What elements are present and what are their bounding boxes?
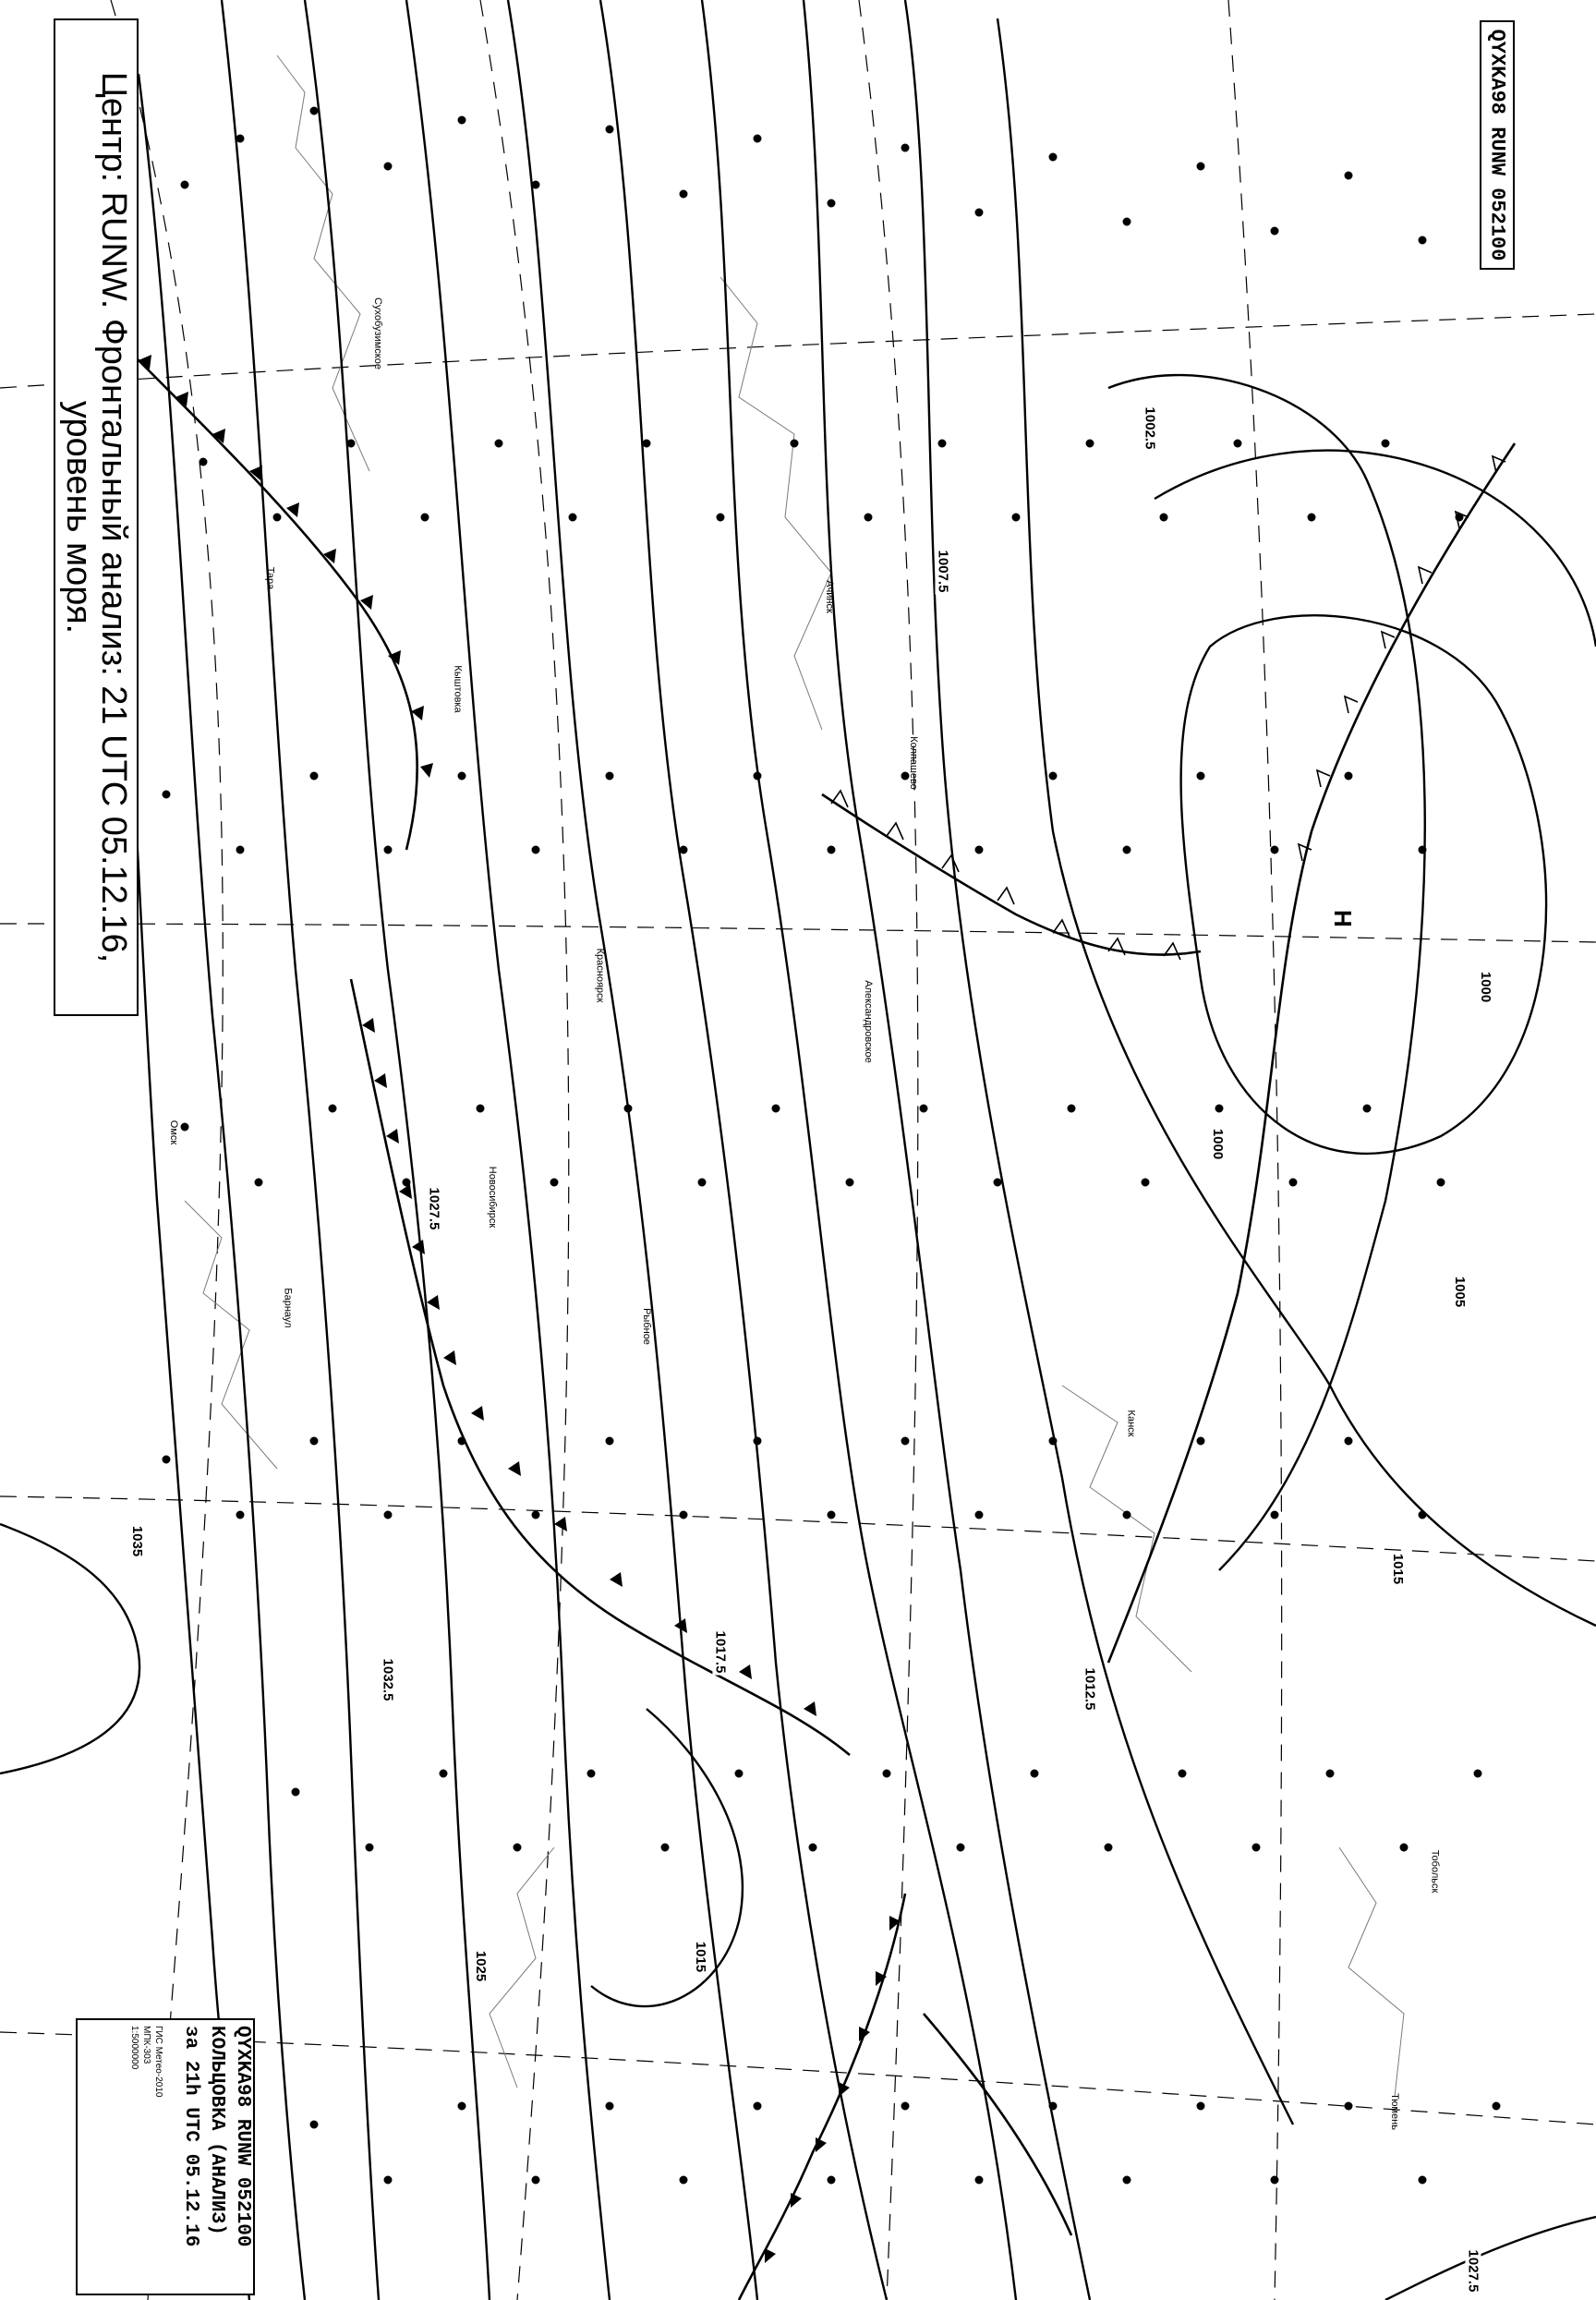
isobar-label: 1017.5 (712, 1630, 729, 1674)
header-code: QYXKA98 RUNW 052100 (1485, 29, 1509, 261)
low-center-marker: Н (1329, 910, 1357, 927)
info-box-content (76, 2018, 255, 2295)
info-scale: 1:5000000 (129, 2026, 139, 2070)
isobar-label: 1000 (1210, 1128, 1227, 1160)
station-name: Тобольск (1429, 1849, 1441, 1894)
info-software: ГИС Метео-2010 (153, 2026, 163, 2098)
isobar-label: 1015 (1390, 1553, 1407, 1585)
isobar-label: 1012.5 (1082, 1667, 1098, 1711)
station-name: Омск (168, 1120, 180, 1145)
isobar-label: 1002.5 (1142, 406, 1158, 450)
info-time: за 21h UTC 05.12.16 (180, 2026, 201, 2247)
station-name: Красноярск (594, 948, 606, 1003)
pressure-center-low (1329, 910, 1357, 927)
station-name: Ачинск (823, 580, 835, 613)
isobar-label: 1032.5 (380, 1658, 396, 1701)
station-name: Тара (264, 566, 276, 590)
header-code-box (1480, 20, 1515, 270)
isobar-label: 1027.5 (1465, 2249, 1481, 2293)
info-code: QYXKA98 RUNW 052100 (232, 2026, 253, 2247)
isobar-label: 1027.5 (426, 1187, 442, 1230)
station-name: Барнаул (282, 1288, 294, 1328)
station-name: Канск (1125, 1410, 1137, 1437)
station-name: Колпашево (907, 736, 919, 790)
isobar-label: 1007.5 (935, 550, 951, 593)
isobar-label: 1025 (473, 1950, 490, 1982)
station-name: Новосибирск (487, 1166, 499, 1229)
isobar-label: 1035 (129, 1525, 146, 1557)
isobar-label: 1000 (1478, 971, 1494, 1003)
info-station: КОЛЬЦОВКА (АНАЛИЗ) (206, 2026, 227, 2235)
map-title: Центр: RUNW. Фронтальный анализ: 21 UTC 05.12.16, уровень моря. (59, 71, 133, 963)
station-name: Кыштовка (452, 665, 464, 713)
isobar-label: 1005 (1452, 1276, 1469, 1308)
info-system: МПК-303 (141, 2026, 151, 2064)
station-name: Сухобузимское (371, 297, 383, 369)
station-name: Рыбное (640, 1308, 652, 1345)
station-name: Тюмень (1388, 2093, 1400, 2130)
station-name: Александровское (862, 980, 874, 1063)
info-box (76, 2018, 255, 2295)
map-title-box (54, 18, 139, 1016)
isobar-label: 1015 (693, 1941, 709, 1973)
